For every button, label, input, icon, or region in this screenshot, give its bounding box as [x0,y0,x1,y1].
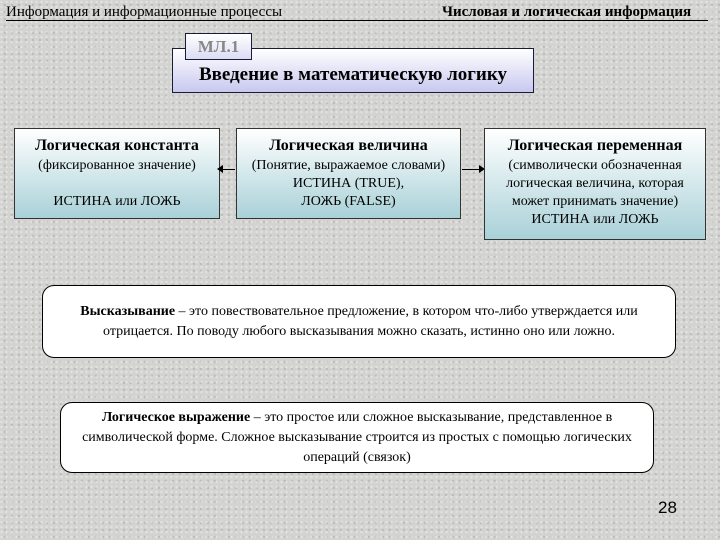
concept-line: ИСТИНА или ЛОЖЬ [531,212,659,227]
page-number: 28 [658,498,677,517]
definition-logical-expression [60,402,654,473]
concept-title: Логическая константа [35,137,199,154]
concept-line: может принимать значение) [511,194,679,209]
concept-line: ЛОЖЬ (FALSE) [301,194,396,209]
concept-logical-variable [484,128,706,240]
definition-statement [42,285,676,358]
spacer [15,175,219,193]
concept-line: ИСТИНА (TRUE), [292,176,405,191]
definition-text: – это простое или сложное высказывание, представленное в символической форме. Сложное высказывание строится из простых с помощью логических операций (связок) [82,409,632,465]
concept-line: логическая величина, которая [506,176,684,191]
concept-logical-constant [14,128,220,219]
concept-line: (фиксированное значение) [38,158,196,173]
definition-term: Логическое выражение [101,409,251,425]
concept-line: (символически обозначенная [508,158,682,173]
arrow-left-icon [221,169,235,170]
definition-text: – это повествовательное предложение, в котором что-либо утверждается или отрицается. По поводу любого высказывания можно сказать, истинно оно или ложно. [103,303,638,339]
concept-logical-value [236,128,461,219]
header-topic-title: Числовая и логическая информация [442,4,692,20]
header-section-title: Информация и информационные процессы [6,4,283,20]
concept-line: ИСТИНА или ЛОЖЬ [53,194,181,209]
module-tag: МЛ.1 [185,33,252,60]
definition-term: Высказывание [80,303,176,319]
header-divider [6,20,708,21]
arrow-right-icon [462,169,483,170]
concept-title: Логическая величина [269,137,428,154]
slide-title-text: Введение в математическую логику [198,64,508,85]
concept-line: (Понятие, выражаемое словами) [251,158,446,173]
concept-title: Логическая переменная [507,137,683,154]
